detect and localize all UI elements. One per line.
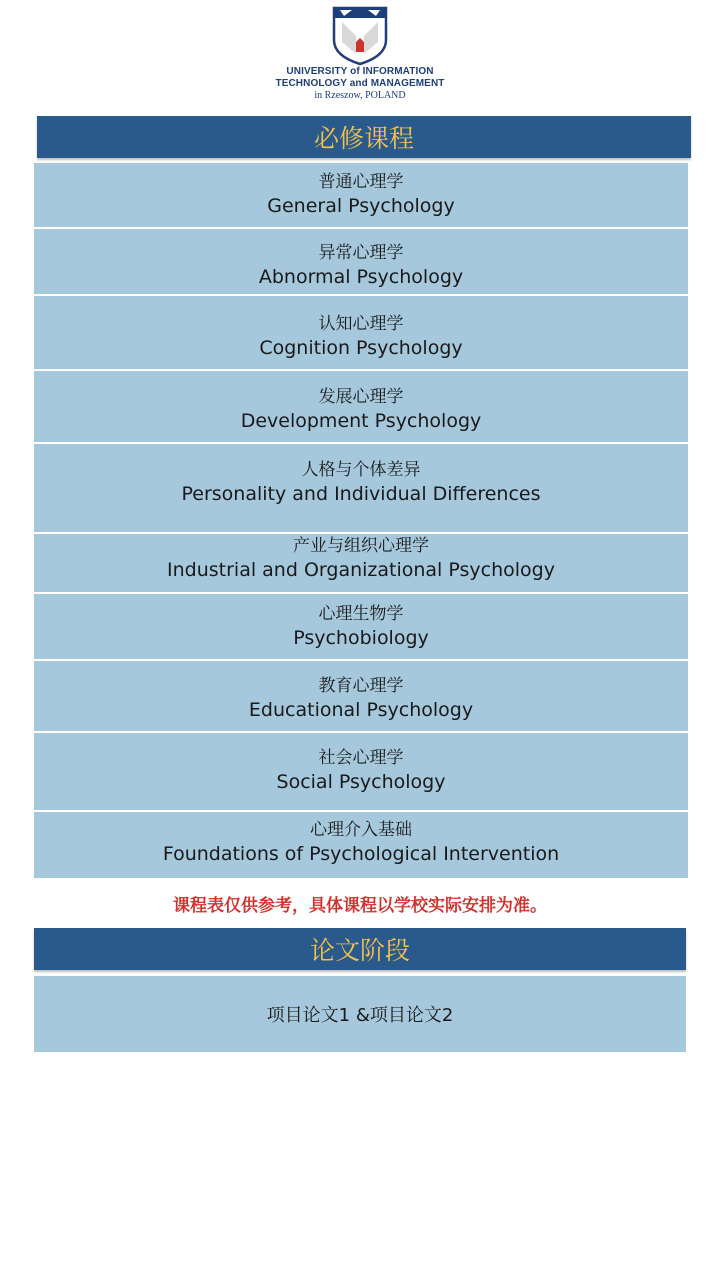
university-name-line1: UNIVERSITY of INFORMATION (286, 66, 434, 77)
course-name-en: Educational Psychology (248, 699, 474, 721)
course-item (34, 371, 688, 444)
course-name-en: Social Psychology (276, 771, 446, 793)
course-name-zh: 教育心理学 (318, 676, 404, 696)
course-name-zh: 普通心理学 (318, 172, 404, 192)
course-item (34, 733, 688, 812)
course-item (34, 812, 688, 878)
course-item (34, 444, 688, 534)
course-name-en: Development Psychology (240, 410, 482, 432)
university-location: in Rzeszow, POLAND (314, 90, 406, 101)
thesis-stage-header: 论文阶段 (34, 928, 686, 970)
university-name-line2: TECHNOLOGY and MANAGEMENT (275, 78, 445, 89)
course-name-en: Personality and Individual Differences (181, 483, 541, 505)
university-crest-icon (330, 6, 390, 66)
course-item (34, 594, 688, 661)
course-item (34, 661, 688, 733)
course-name-zh: 心理介入基础 (310, 820, 412, 840)
course-name-en: Industrial and Organizational Psychology (167, 559, 555, 581)
course-name-en: Psychobiology (293, 627, 429, 649)
thesis-content (34, 976, 686, 1052)
course-name-zh: 心理生物学 (318, 604, 404, 624)
course-item (34, 296, 688, 371)
course-name-zh: 发展心理学 (318, 387, 404, 407)
course-name-en: Foundations of Psychological Intervention (162, 843, 560, 865)
course-name-en: Cognition Psychology (259, 337, 463, 359)
course-name-zh: 异常心理学 (318, 243, 404, 263)
course-item (34, 534, 688, 594)
course-name-en: General Psychology (267, 195, 455, 217)
compulsory-courses-header: 必修课程 (37, 116, 691, 158)
course-name-zh: 认知心理学 (318, 314, 404, 334)
course-name-zh: 社会心理学 (318, 748, 404, 768)
schedule-disclaimer: 课程表仅供参考，具体课程以学校实际安排为准。 (173, 896, 547, 916)
course-name-zh: 产业与组织心理学 (293, 536, 429, 556)
course-item (34, 163, 688, 229)
course-name-zh: 人格与个体差异 (301, 460, 421, 480)
thesis-text: 项目论文1 &项目论文2 (266, 1005, 454, 1026)
course-item (34, 229, 688, 296)
course-name-en: Abnormal Psychology (258, 266, 464, 288)
university-logo (0, 6, 720, 102)
course-list (34, 163, 688, 878)
